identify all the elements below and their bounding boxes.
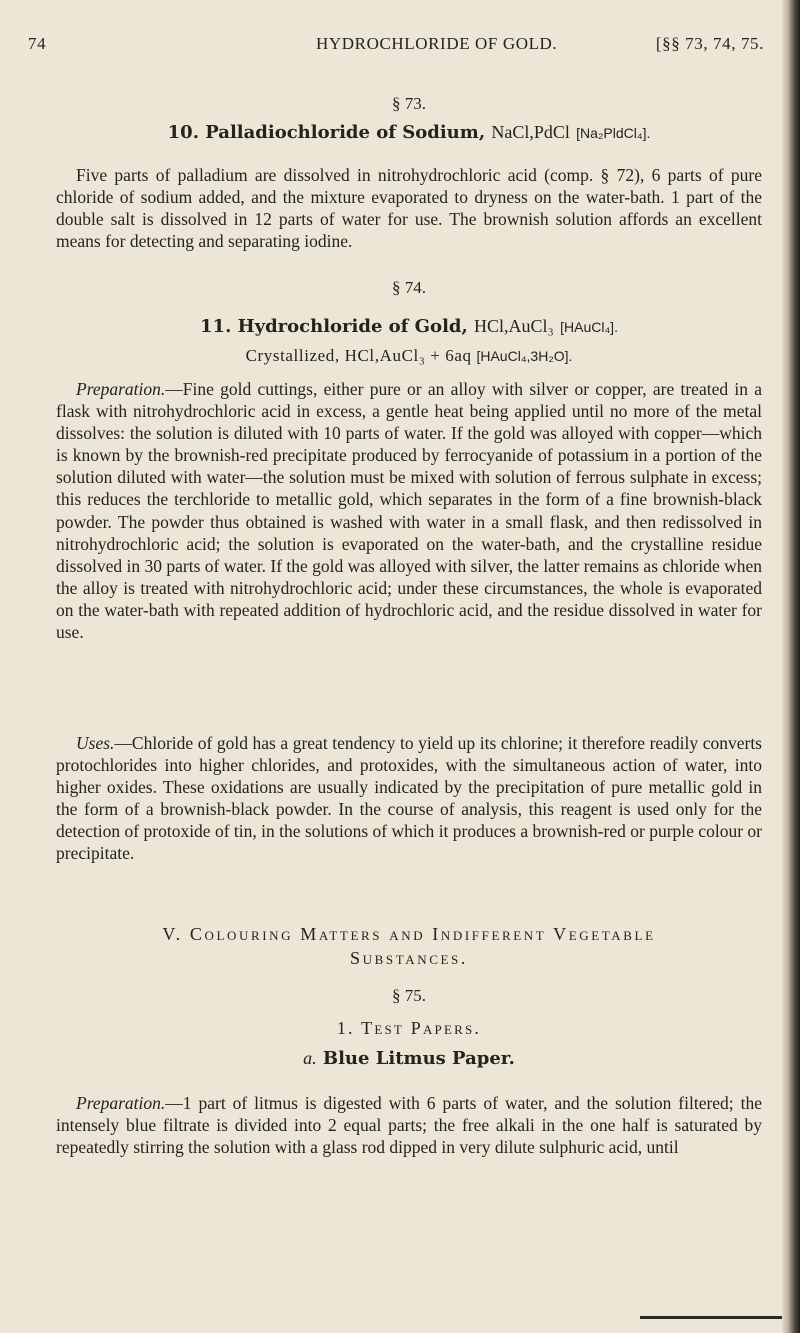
uses-text: —Chloride of gold has a great tendency to yield up its chlorine; it therefore readily converts protochlorides into higher chlorides, and protoxides, with the simultaneous action of water, into higher oxides. These oxidations are usually indicated by the precipitation of pure metallic gold in the form of a brownish-black powder. In the course of analysis, this reagent is used only for the detection of protoxide of tin, in the solutions of which it produces a brownish-red or purple colour or precipitate. <box>56 733 762 864</box>
blue-litmus-heading <box>56 1048 762 1069</box>
bottom-edge-rule <box>640 1316 788 1319</box>
section-74-heading <box>56 316 762 337</box>
litmus-preparation-text: —1 part of litmus is digested with 6 parts of water, and the solution filtered; the intensely blue filtrate is divided into 2 equal parts; the free alkali in the one half is saturated by repeatedly stirring the solution with a glass rod dipped in very dilute sulphuric acid, until <box>56 1093 762 1158</box>
section-74-bracket: [HAuCl₄]. <box>560 319 618 335</box>
preparation-paragraph <box>56 378 762 643</box>
section-73-bracket: [Na₂PldCl₄]. <box>576 125 651 141</box>
uses-paragraph <box>56 732 762 865</box>
section-74-formula: HCl,AuCl₃ <box>474 316 554 336</box>
section-73-number: § 73. <box>392 94 426 113</box>
section-74-number: § 74. <box>392 278 426 297</box>
item-title: Blue Litmus Paper. <box>322 1048 515 1069</box>
part-v-heading-line1: V. Colouring Matters and Indifferent Vegetable <box>162 924 656 944</box>
section-75-number: § 75. <box>392 986 426 1005</box>
test-papers-subtitle: 1. Test Papers. <box>336 1018 482 1038</box>
running-title: HYDROCHLORIDE OF GOLD. <box>316 34 558 53</box>
crystallized-formula: Crystallized, HCl,AuCl₃ + 6aq <box>245 346 472 365</box>
section-73-title: 10. Palladiochloride of Sodium, <box>167 122 486 143</box>
section-73-heading <box>56 122 762 143</box>
section-73-paragraph: Five parts of palladium are dissolved in nitrohydrochloric acid (comp. § 72), 6 parts of pure chloride of sodium added, and the mixture evaporated to dryness on the water-bath. 1 part of the double salt is dissolved in 12 parts of water for use. The brownish solution affords an excellent means for detecting and separating iodine. <box>56 165 762 252</box>
crystallized-line <box>56 346 762 366</box>
page-number: 74 <box>28 34 47 53</box>
section-reference: [§§ 73, 74, 75. <box>655 34 764 53</box>
part-v-heading-line2: Substances. <box>350 948 468 968</box>
item-letter: a. <box>303 1048 317 1068</box>
litmus-preparation-paragraph <box>56 1092 762 1158</box>
page-header <box>28 34 772 56</box>
section-73-formula: NaCl,PdCl <box>491 122 570 142</box>
crystallized-bracket: [HAuCl₄,3H₂O]. <box>476 348 573 364</box>
preparation-text: —Fine gold cuttings, either pure or an alloy with silver or copper, are treated in a flask with nitrohydrochloric acid in excess, a gentle heat being applied until no more of the metal dissolves: the solution is diluted with 10 parts of water. If the gold was alloyed with copper—which is known by the brownish-red precipitate produced by ferrocyanide of potassium in a portion of the solution diluted with water—the solution must be mixed with solution of ferrous sulphate in excess; this reduces the terchloride to metallic gold, which separates in the form of a fine brownish-black powder. The powder thus obtained is washed with water in a small flask, and then redissolved in nitrohydrochloric acid; the solution is evaporated on the water-bath, and the crystalline residue dissolved in 30 parts of water. If the gold was alloyed with silver, the latter remains as chloride when the alloy is treated with nitrohydrochloric acid; under these circumstances, the whole is evaporated on the water-bath with repeated addition of hydrochloric acid, and the residue dissolved in water for use. <box>56 379 762 643</box>
section-74-title: 11. Hydrochloride of Gold, <box>200 316 468 337</box>
page-binding-edge <box>782 0 800 1333</box>
litmus-preparation-lead: Preparation. <box>76 1093 166 1113</box>
uses-lead: Uses. <box>76 733 115 753</box>
preparation-lead: Preparation. <box>76 379 166 399</box>
